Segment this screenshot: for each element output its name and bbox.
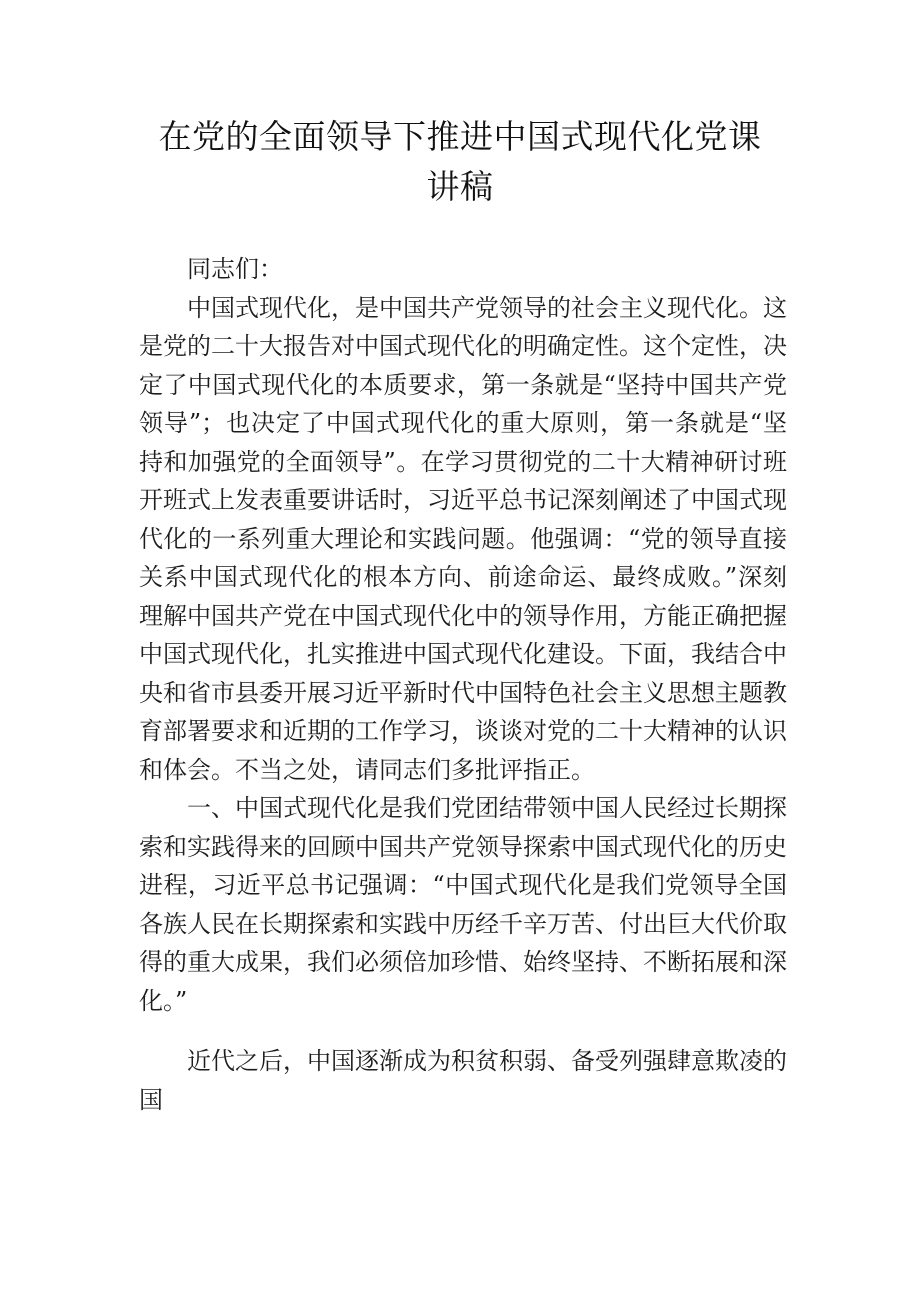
title-line-2: 讲稿 <box>426 167 494 206</box>
document-body <box>139 250 787 1119</box>
document-title <box>140 112 780 212</box>
paragraph-intro: 中国式现代化，是中国共产党领导的社会主义现代化。这是党的二十大报告对中国式现代化的明确定性。这个定性，决定了中国式现代化的本质要求，第一条就是“坚持中国共产党领导”；也决定了中国式现代化的重大原则，第一条就是“坚持和加强党的全面领导”。在学习贯彻党的二十大精神研讨班开班式上发表重要讲话时，习近平总书记深刻阐述了中国式现代化的一系列重大理论和实践问题。他强调：“党的领导直接关系中国式现代化的根本方向、前途命运、最终成败。”深刻理解中国共产党在中国式现代化中的领导作用，方能正确把握中国式现代化，扎实推进中国式现代化建设。下面，我结合中央和省市县委开展习近平新时代中国特色社会主义思想主题教育部署要求和近期的工作学习，谈谈对党的二十大精神的认识和体会。不当之处，请同志们多批评指正。 <box>139 293 787 784</box>
title-line-1: 在党的全面领导下推进中国式现代化党课 <box>158 117 762 156</box>
paragraph-modern-history: 近代之后，中国逐渐成为积贫积弱、备受列强肆意欺凌的国 <box>139 1047 787 1114</box>
paragraph-section-one: 一、中国式现代化是我们党团结带领中国人民经过长期探索和实践得来的回顾中国共产党领导探索中国式现代化的历史进程，习近平总书记强调：“中国式现代化是我们党领导全国各族人民在长期探索和实践中历经千辛万苦、付出巨大代价取得的重大成果，我们必须倍加珍惜、始终坚持、不断拓展和深化。” <box>139 794 787 1015</box>
salutation: 同志们： <box>187 255 283 283</box>
